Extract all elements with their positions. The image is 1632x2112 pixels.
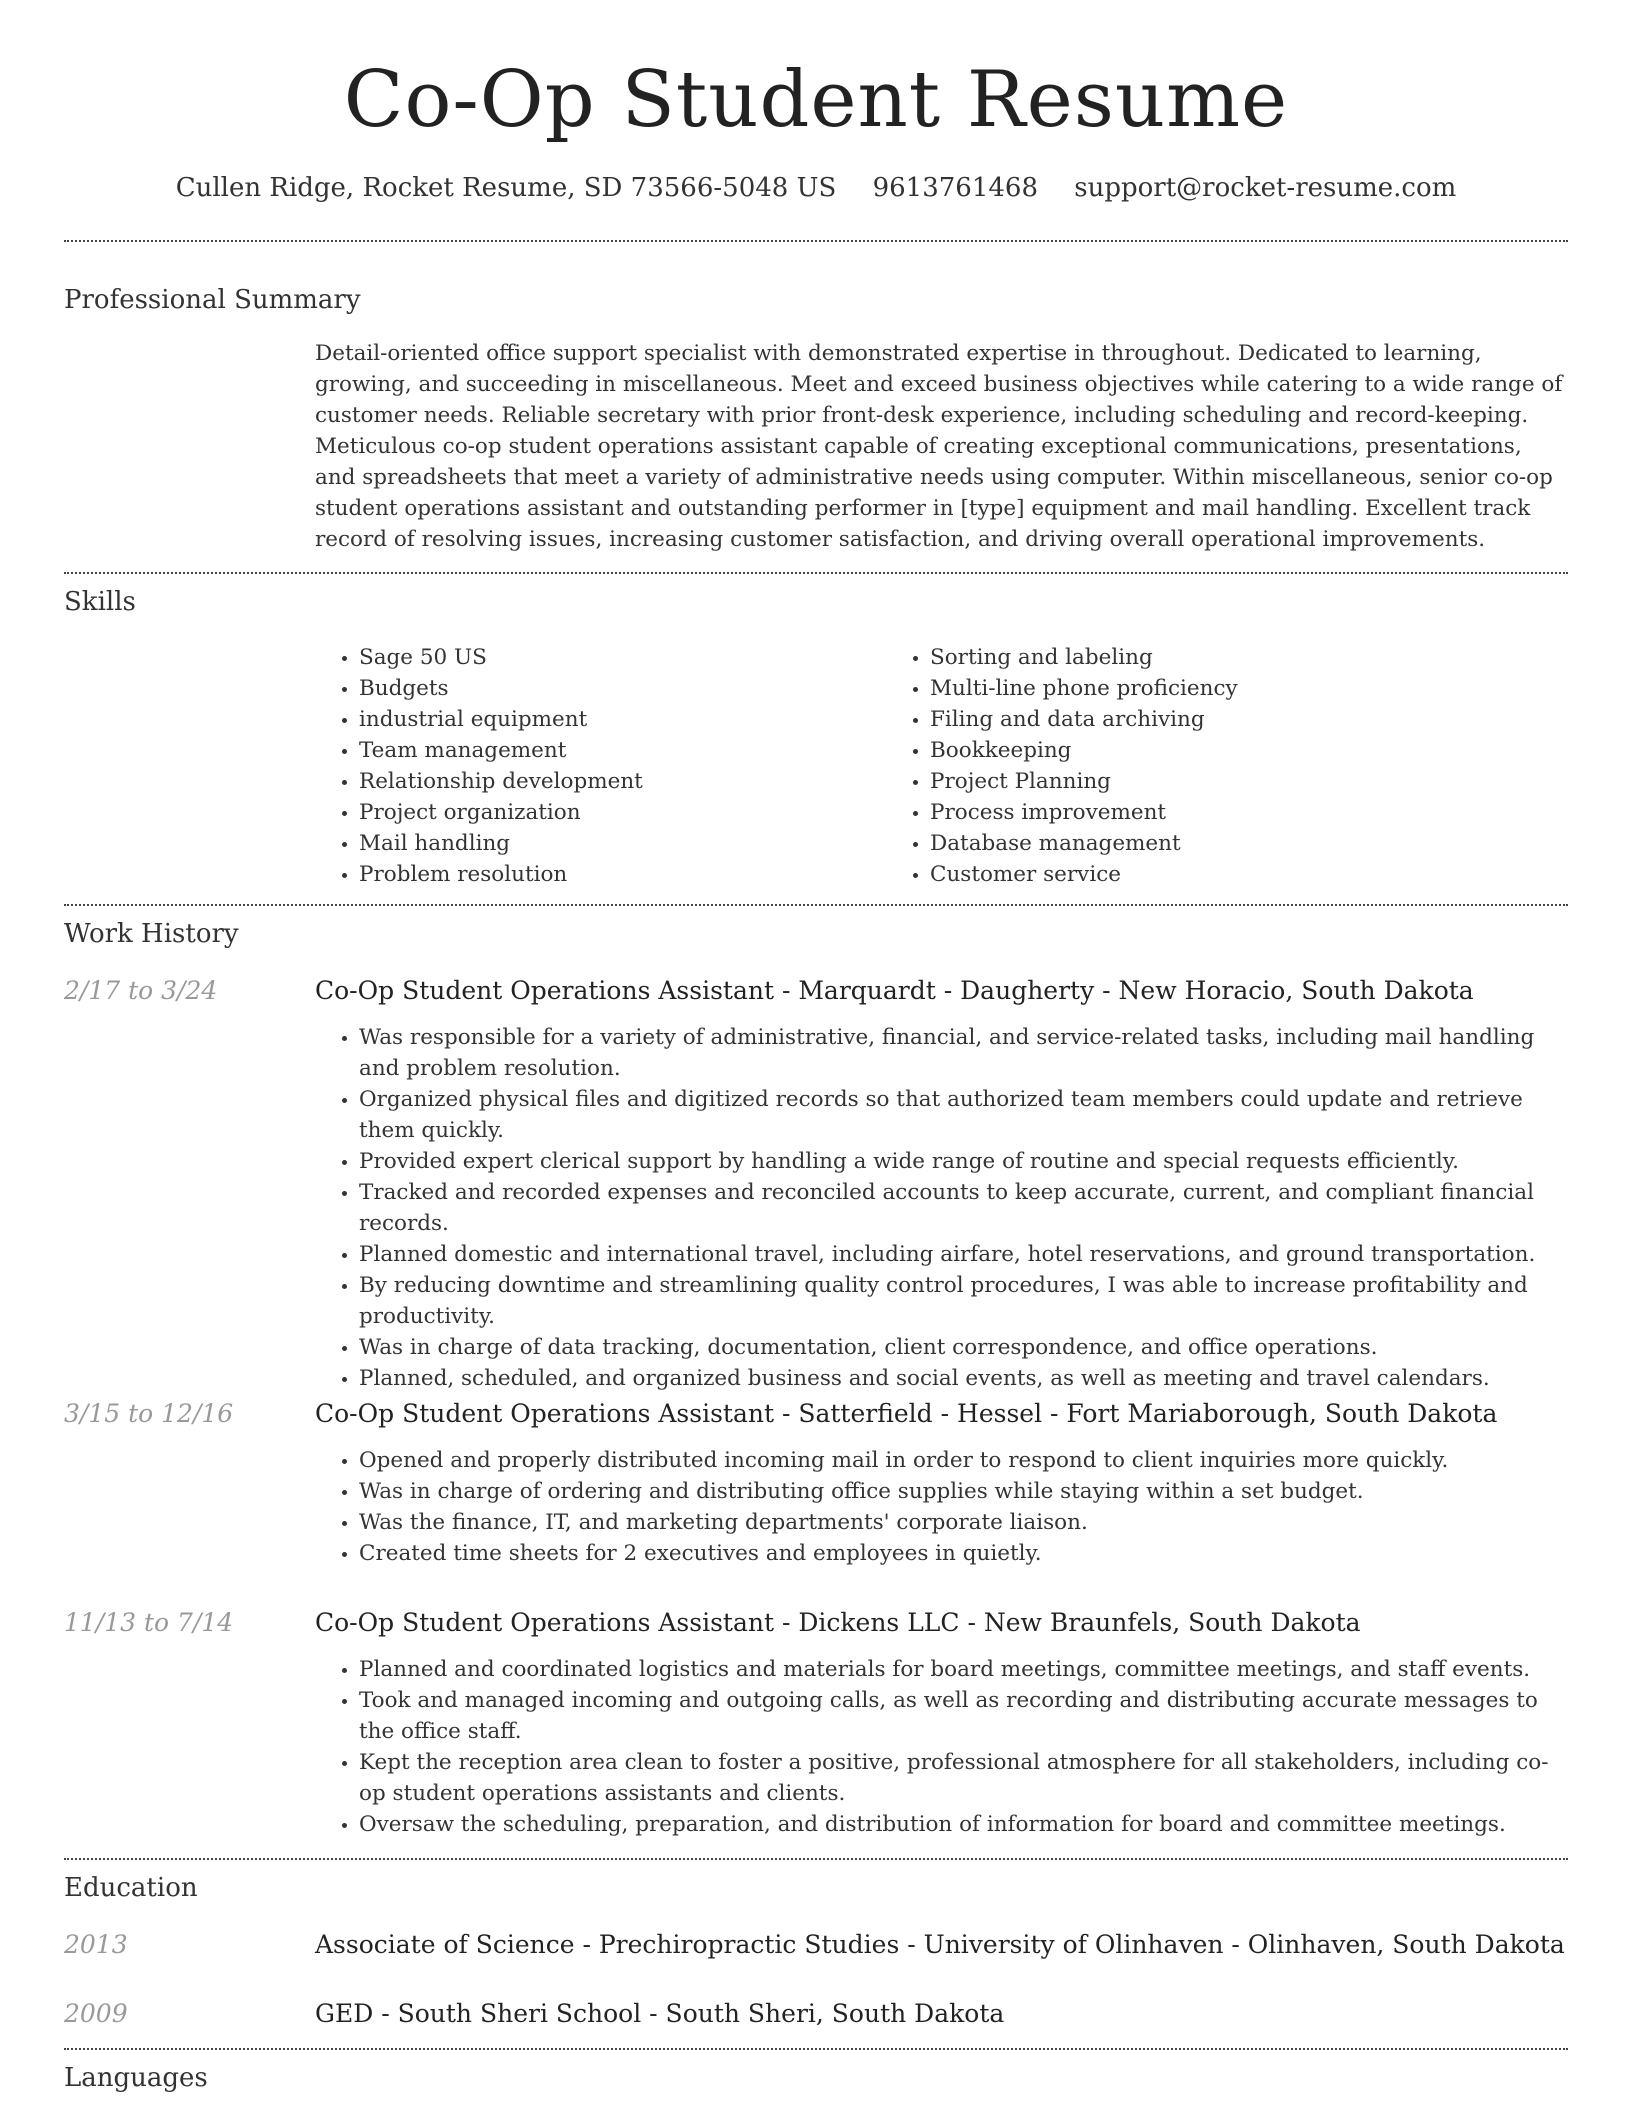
education-year: 2013 (64, 1930, 128, 1959)
job-bullet: • Created time sheets for 2 executives and employees in quietly. (359, 1538, 1568, 1569)
education-entry (64, 1929, 1568, 1961)
skills-column-right (886, 642, 1457, 890)
job-entry (64, 1607, 1568, 1840)
job-bullet: • Planned, scheduled, and organized business and social events, as well as meeting and travel calendars. (359, 1363, 1568, 1394)
job-header (64, 1607, 1568, 1639)
skill-item: • Mail handling (359, 828, 886, 859)
skill-item: • Problem resolution (359, 859, 886, 890)
skill-item: • Database management (930, 828, 1457, 859)
skill-item: • Team management (359, 735, 886, 766)
job-bullet: • Was the finance, IT, and marketing departments' corporate liaison. (359, 1507, 1568, 1538)
skill-item: • Customer service (930, 859, 1457, 890)
job-bullet: • Organized physical files and digitized records so that authorized team members could update and retrieve them quickly. (359, 1084, 1568, 1146)
job-bullet: • Was in charge of data tracking, documentation, client correspondence, and office operations. (359, 1332, 1568, 1363)
skill-item: • Multi-line phone proficiency (930, 673, 1457, 704)
skill-item: • Project organization (359, 797, 886, 828)
job-bullet: • Oversaw the scheduling, preparation, and distribution of information for board and committee meetings. (359, 1809, 1568, 1840)
skills-heading: Skills (64, 587, 136, 617)
job-dates: 3/15 to 12/16 (64, 1399, 234, 1428)
education-entry (64, 1998, 1568, 2030)
job-title: Co-Op Student Operations Assistant - Satterfield - Hessel - Fort Mariaborough, South Dakota (315, 1399, 1498, 1428)
skill-item: • Filing and data archiving (930, 704, 1457, 735)
job-header (64, 1398, 1568, 1430)
education-year: 2009 (64, 1999, 128, 2028)
job-bullet: • Tracked and recorded expenses and reconciled accounts to keep accurate, current, and compliant financial records. (359, 1177, 1568, 1239)
skill-item: • Sorting and labeling (930, 642, 1457, 673)
divider (64, 572, 1568, 574)
contact-address: Cullen Ridge, Rocket Resume, SD 73566-5048 US (175, 173, 837, 203)
skills-list (315, 642, 1568, 890)
job-title: Co-Op Student Operations Assistant - Dickens LLC - New Braunfels, South Dakota (315, 1608, 1361, 1637)
skill-item: • Relationship development (359, 766, 886, 797)
skill-item: • industrial equipment (359, 704, 886, 735)
skill-item: • Bookkeeping (930, 735, 1457, 766)
job-bullet: • Planned domestic and international travel, including airfare, hotel reservations, and ground transportation. (359, 1239, 1568, 1270)
job-bullets (315, 1445, 1568, 1569)
job-entry (64, 975, 1568, 1394)
summary-heading: Professional Summary (64, 285, 361, 315)
job-bullet: • Provided expert clerical support by handling a wide range of routine and special requests efficiently. (359, 1146, 1568, 1177)
contact-email: support@rocket-resume.com (1074, 173, 1457, 203)
education-title: Associate of Science - Prechiropractic Studies - University of Olinhaven - Olinhaven, South Dakota (315, 1930, 1565, 1959)
work-heading: Work History (64, 919, 239, 949)
job-bullet: • Kept the reception area clean to foster a positive, professional atmosphere for all stakeholders, including co-op student operations assistants and clients. (359, 1747, 1568, 1809)
skill-item: • Sage 50 US (359, 642, 886, 673)
job-header (64, 975, 1568, 1007)
skill-item: • Project Planning (930, 766, 1457, 797)
skills-column-left (315, 642, 886, 890)
job-bullets (315, 1022, 1568, 1394)
summary-text: Detail-oriented office support specialist with demonstrated expertise in throughout. Dedicated to learning, growing, and succeeding in miscellaneous. Meet and exceed business objectives while catering to a wide range of customer needs. Reliable secretary with prior front-desk experience, including scheduling and record-keeping. Meticulous co-op student operations assistant capable of creating exceptional communications, presentations, and spreadsheets that meet a variety of administrative needs using computer. Within miscellaneous, senior co-op student operations assistant and outstanding performer in [type] equipment and mail handling. Excellent track record of resolving issues, increasing customer satisfaction, and driving overall operational improvements. (315, 341, 1563, 552)
job-title: Co-Op Student Operations Assistant - Marquardt - Daugherty - New Horacio, South Dakota (315, 976, 1474, 1005)
job-bullet: • Planned and coordinated logistics and materials for board meetings, committee meetings, and staff events. (359, 1654, 1568, 1685)
skill-item: • Process improvement (930, 797, 1457, 828)
divider (64, 1858, 1568, 1860)
contact-phone: 9613761468 (872, 173, 1038, 203)
job-bullet: • Was in charge of ordering and distributing office supplies while staying within a set budget. (359, 1476, 1568, 1507)
job-bullet: • Was responsible for a variety of administrative, financial, and service-related tasks, including mail handling and problem resolution. (359, 1022, 1568, 1084)
divider (64, 904, 1568, 906)
job-entry (64, 1398, 1568, 1569)
education-title: GED - South Sheri School - South Sheri, South Dakota (315, 1999, 1005, 2028)
resume-title: Co-Op Student Resume (343, 55, 1289, 145)
job-bullet: • Opened and properly distributed incoming mail in order to respond to client inquiries more quickly. (359, 1445, 1568, 1476)
job-bullet: • By reducing downtime and streamlining quality control procedures, I was able to increase profitability and productivity. (359, 1270, 1568, 1332)
contact-line (64, 172, 1568, 204)
education-heading: Education (64, 1873, 198, 1903)
skill-item: • Budgets (359, 673, 886, 704)
resume-page (64, 0, 1568, 2093)
divider (64, 240, 1568, 242)
job-dates: 11/13 to 7/14 (64, 1608, 234, 1637)
languages-heading: Languages (64, 2063, 208, 2093)
job-bullet: • Took and managed incoming and outgoing calls, as well as recording and distributing accurate messages to the office staff. (359, 1685, 1568, 1747)
divider (64, 2048, 1568, 2050)
job-bullets (315, 1654, 1568, 1840)
job-dates: 2/17 to 3/24 (64, 976, 218, 1005)
